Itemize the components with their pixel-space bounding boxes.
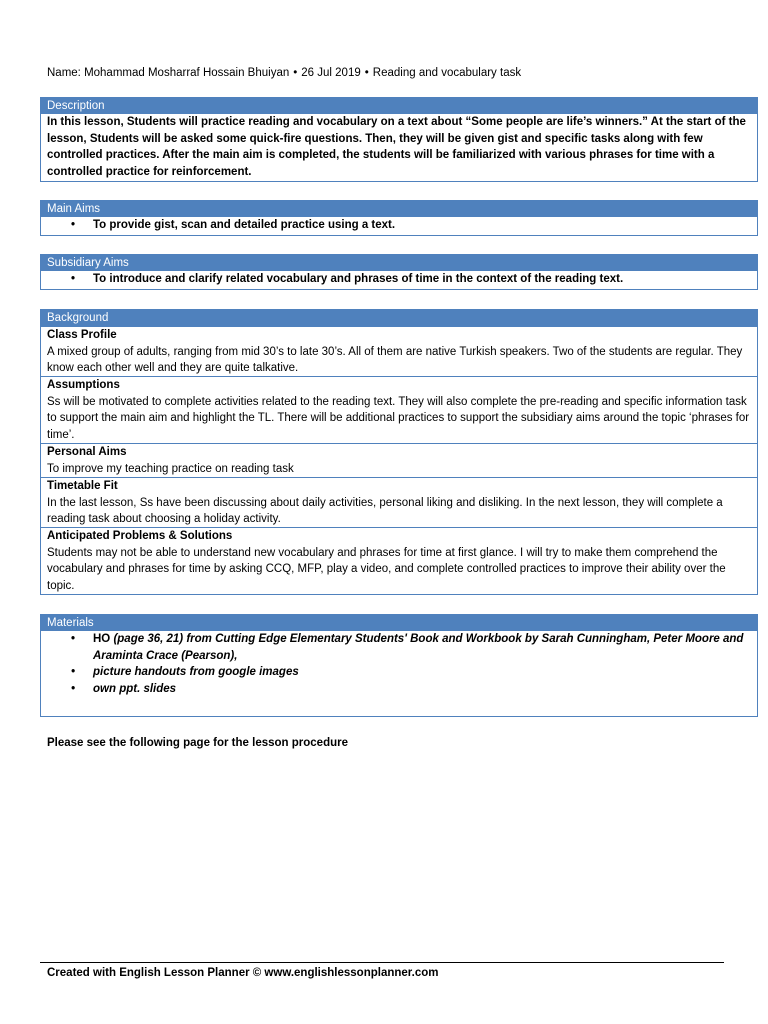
sub-text: To improve my teaching practice on reading task (47, 462, 294, 475)
anticipated-problems-block (41, 527, 757, 594)
sub-heading: Class Profile (47, 329, 117, 341)
personal-aims-block (41, 443, 757, 477)
main-aims-list (41, 217, 757, 234)
header-separator: • (364, 67, 369, 79)
main-aims-section (40, 200, 758, 236)
sub-text: A mixed group of adults, ranging from mid 30’s to late 30’s. All of them are native Turkish speakers. Two of the students are regular. They know each other well and they are quite talkative. (47, 345, 743, 374)
sub-heading: Personal Aims (47, 446, 127, 458)
lesson-title: Reading and vocabulary task (372, 67, 522, 79)
materials-section (40, 614, 758, 717)
sub-heading: Assumptions (47, 379, 120, 391)
list-item: • To introduce and clarify related vocabulary and phrases of time in the context of the reading text. (67, 271, 757, 288)
lesson-date: 26 Jul 2019 (301, 67, 361, 79)
list-item: • own ppt. slides (67, 681, 757, 698)
sub-text: In the last lesson, Ss have been discussing about daily activities, personal liking and disliking. In the next lesson, they will complete a reading task about choosing a holiday activity. (47, 496, 723, 525)
assumptions-block (41, 376, 757, 443)
sub-text: Ss will be motivated to complete activities related to the reading text. They will also complete the pre-reading and specific information task to support the main aim and highlight the TL. There will be additional practices to support the subsidiary aims around the topic ‘phrases for time’. (47, 395, 750, 441)
timetable-fit-block (41, 477, 757, 527)
description-section (40, 97, 758, 182)
material-prefix: HO (93, 633, 114, 645)
list-item (67, 631, 757, 664)
section-title: Subsidiary Aims (41, 255, 757, 271)
document-header (47, 65, 521, 82)
section-title: Main Aims (41, 201, 757, 217)
subsidiary-aims-section (40, 254, 758, 290)
header-separator: • (293, 67, 298, 79)
section-title: Materials (41, 615, 757, 631)
footer-credit: Created with English Lesson Planner © www.englishlessonplanner.com (47, 967, 439, 979)
class-profile-block (41, 326, 757, 376)
description-text: In this lesson, Students will practice reading and vocabulary on a text about “Some people are life’s winners.” At the start of the lesson, Students will be asked some quick-fire questions. Then, they will be given gist and specific tasks along with few controlled practices. After the main aim is completed, the students will be familiarized with various phrases for time with a controlled practice for reinforcement. (47, 116, 746, 178)
sub-heading: Anticipated Problems & Solutions (47, 530, 233, 542)
section-title: Background (41, 310, 757, 326)
materials-list (41, 631, 757, 697)
footer-divider (40, 962, 724, 963)
sub-heading: Timetable Fit (47, 480, 118, 492)
teacher-name: Name: Mohammad Mosharraf Hossain Bhuiyan (47, 67, 290, 79)
section-title: Description (41, 98, 757, 114)
list-item: • picture handouts from google images (67, 664, 757, 681)
subsidiary-aims-list (41, 271, 757, 288)
material-source: (page 36, 21) from Cutting Edge Elementary Students' Book and Workbook by Sarah Cunningham, Peter Moore and Araminta Crace (Pearson), (93, 633, 744, 662)
procedure-note: Please see the following page for the lesson procedure (47, 737, 348, 749)
list-item: • To provide gist, scan and detailed practice using a text. (67, 217, 757, 234)
sub-text: Students may not be able to understand new vocabulary and phrases for time at first glance. I will try to make them comprehend the vocabulary and phrases for time by asking CCQ, MFP, play a video, and complete controlled practices to improve their ability over the topic. (47, 546, 726, 592)
background-section (40, 309, 758, 595)
